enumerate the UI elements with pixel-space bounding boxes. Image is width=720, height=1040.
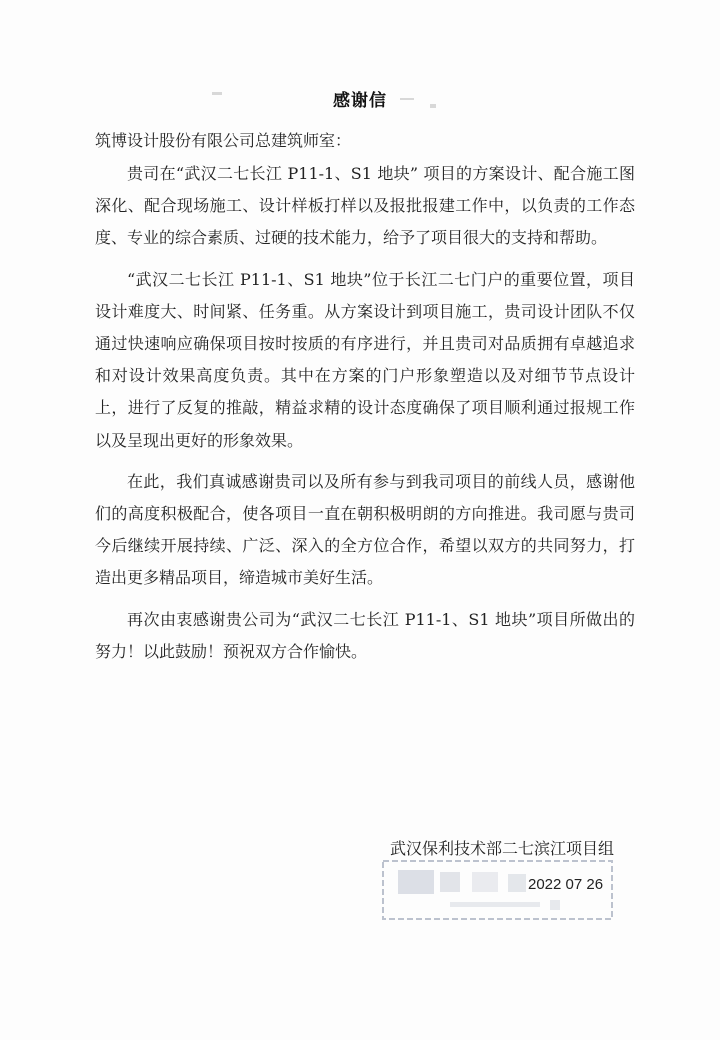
letter-signature: 武汉保利技术部二七滨江项目组: [389, 839, 614, 858]
letter-paragraph: 贵司在“武汉二七长江 P11-1、S1 地块” 项目的方案设计、配合施工图深化、配合现场施工、设计样板打样以及报批报建工作中，以负责的工作态度、专业的综合素质、过硬的技术能力，给予了项目很大的支持和帮助。: [95, 164, 635, 248]
letter-salutation: 筑博设计股份有限公司总建筑师室：: [95, 131, 352, 150]
letter-body: [95, 158, 635, 677]
letter-paragraph: “武汉二七长江 P11-1、S1 地块”位于长江二七门户的重要位置，项目设计难度大、时间紧、任务重。从方案设计到项目施工，贵司设计团队不仅通过快速响应确保项目按时按质的有序进行，并且贵司对品质拥有卓越追求和对设计效果高度负责。其中在方案的门户形象塑造以及对细节节点设计上，进行了反复的推敲，精益求精的设计态度确保了项目顺利通过报规工作以及呈现出更好的形象效果。: [95, 269, 635, 450]
letter-date: 2022 07 26: [528, 876, 604, 893]
letter-paragraph: 再次由衷感谢贵公司为“武汉二七长江 P11-1、S1 地块”项目所做出的努力！以此鼓励！预祝双方合作愉快。: [95, 609, 635, 661]
letter-paragraph: 在此，我们真诚感谢贵司以及所有参与到我司项目的前线人员，感谢他们的高度积极配合，使各项目一直在朝积极明朗的方向推进。我司愿与贵司今后继续开展持续、广泛、深入的全方位合作，希望以双方的共同努力，打造出更多精品项目，缔造城市美好生活。: [95, 471, 635, 588]
letter-title: 感谢信: [333, 91, 387, 111]
